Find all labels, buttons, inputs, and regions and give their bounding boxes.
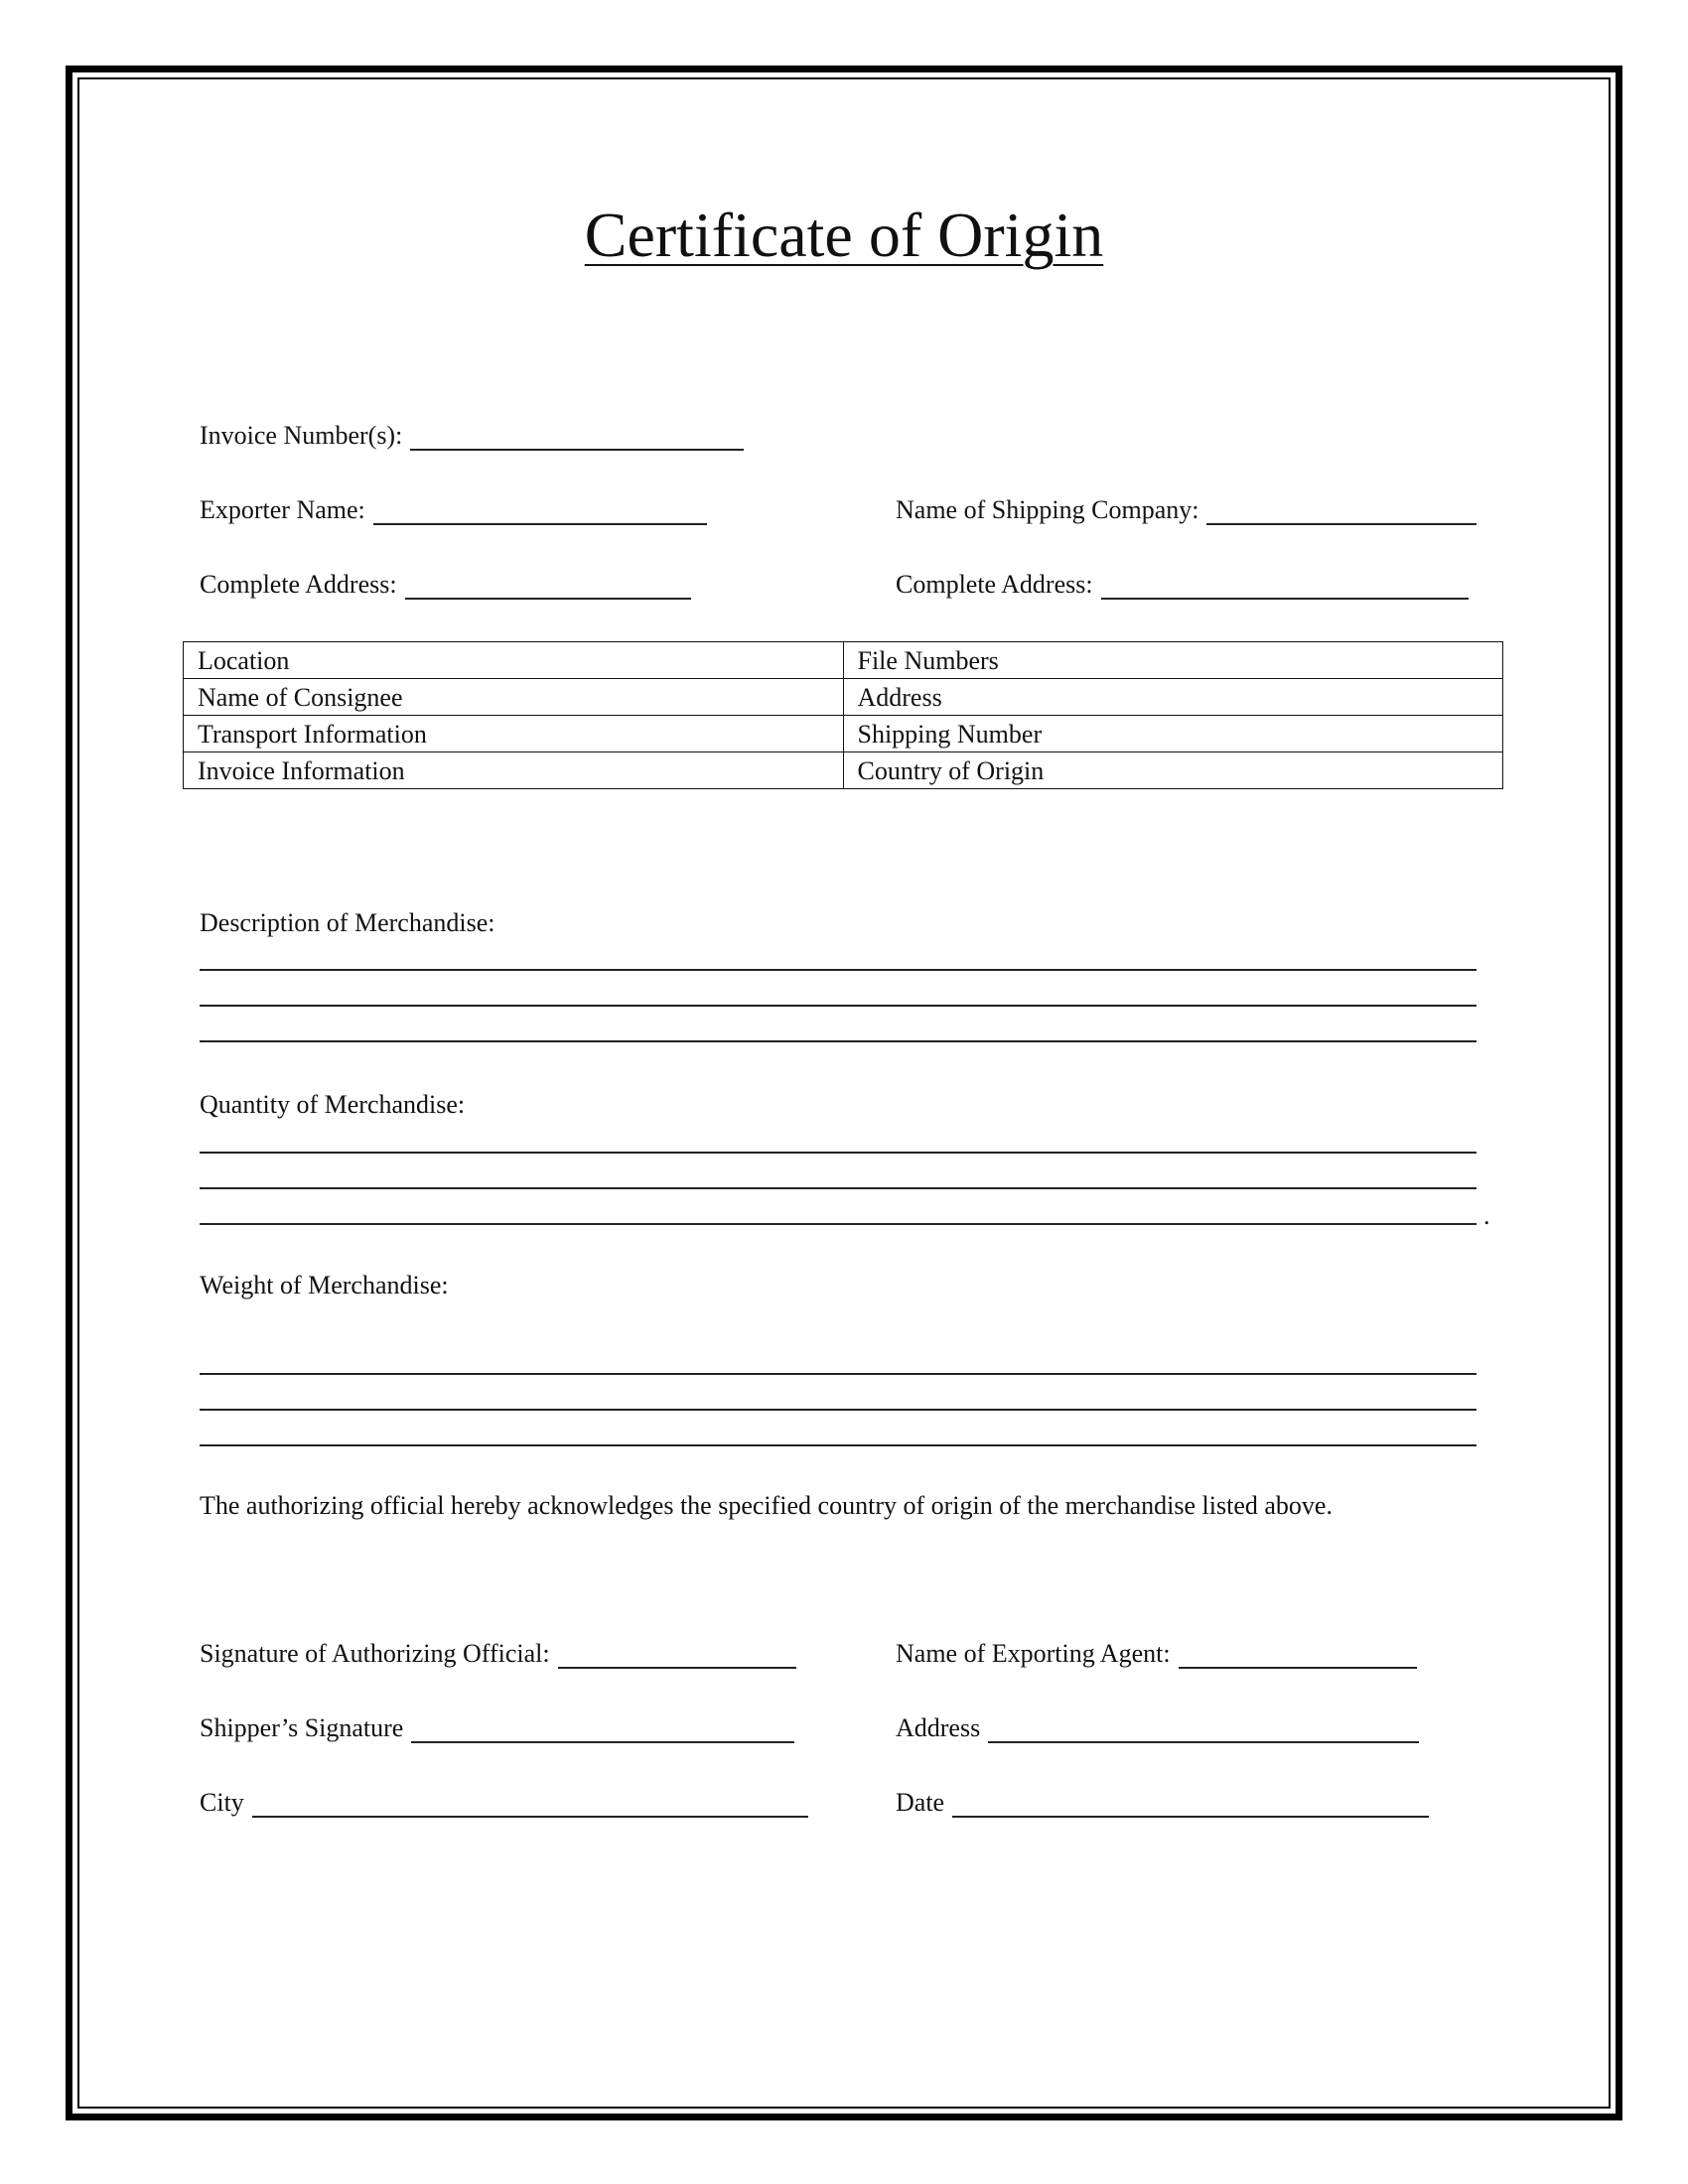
date-blank[interactable] [952,1790,1429,1818]
quantity-line-1[interactable] [200,1152,1477,1154]
date-label: Date [896,1788,945,1817]
shipper-signature-blank[interactable] [411,1715,794,1743]
shipping-address-field[interactable] [896,570,1469,600]
authorizing-official-blank[interactable] [558,1641,796,1669]
shipping-address-label: Complete Address: [896,570,1093,599]
agent-address-blank[interactable] [988,1715,1419,1743]
exporter-address-label: Complete Address: [200,570,397,599]
table-cell[interactable]: Name of Consignee [184,679,844,716]
city-label: City [200,1788,244,1817]
description-line-1[interactable] [200,969,1477,971]
exporting-agent-label: Name of Exporting Agent: [896,1639,1171,1668]
table-cell[interactable]: Location [184,642,844,679]
shipping-company-field[interactable] [896,495,1477,525]
shipping-address-blank[interactable] [1101,572,1469,600]
authorization-statement: The authorizing official hereby acknowledges the specified country of origin of the merchandise listed above. [200,1491,1333,1520]
exporting-agent-blank[interactable] [1179,1641,1417,1669]
info-table [183,641,1503,789]
quantity-label: Quantity of Merchandise: [200,1090,466,1119]
exporter-name-label: Exporter Name: [200,495,365,524]
table-cell[interactable]: Address [843,679,1503,716]
invoice-numbers-field[interactable] [200,421,744,451]
description-label: Description of Merchandise: [200,908,495,937]
weight-line-1[interactable] [200,1373,1477,1375]
agent-address-label: Address [896,1713,981,1742]
table-cell[interactable]: File Numbers [843,642,1503,679]
weight-line-3[interactable] [200,1444,1477,1446]
table-row [184,752,1503,789]
shipping-company-label: Name of Shipping Company: [896,495,1199,524]
invoice-numbers-label: Invoice Number(s): [200,421,403,450]
shipping-company-blank[interactable] [1206,497,1477,525]
table-row [184,642,1503,679]
quantity-end-mark: . [1483,1201,1490,1230]
authorizing-official-label: Signature of Authorizing Official: [200,1639,550,1668]
invoice-numbers-blank[interactable] [410,423,744,451]
exporting-agent-field[interactable] [896,1639,1417,1669]
table-cell[interactable]: Transport Information [184,716,844,752]
table-cell[interactable]: Shipping Number [843,716,1503,752]
quantity-line-2[interactable] [200,1187,1477,1189]
exporter-address-blank[interactable] [405,572,691,600]
agent-address-field[interactable] [896,1713,1419,1743]
document-title: Certificate of Origin [584,200,1104,270]
authorizing-official-signature-field[interactable] [200,1639,796,1669]
city-blank[interactable] [252,1790,808,1818]
shipper-signature-label: Shipper’s Signature [200,1713,404,1742]
weight-label: Weight of Merchandise: [200,1271,449,1299]
table-cell[interactable]: Country of Origin [843,752,1503,789]
date-field[interactable] [896,1788,1429,1818]
table-cell[interactable]: Invoice Information [184,752,844,789]
city-field[interactable] [200,1788,808,1818]
weight-line-2[interactable] [200,1409,1477,1411]
shipper-signature-field[interactable] [200,1713,794,1743]
exporter-name-field[interactable] [200,495,707,525]
description-line-2[interactable] [200,1005,1477,1007]
quantity-line-3[interactable] [200,1223,1477,1225]
table-row [184,679,1503,716]
exporter-name-blank[interactable] [373,497,707,525]
exporter-address-field[interactable] [200,570,691,600]
table-row [184,716,1503,752]
description-line-3[interactable] [200,1040,1477,1042]
